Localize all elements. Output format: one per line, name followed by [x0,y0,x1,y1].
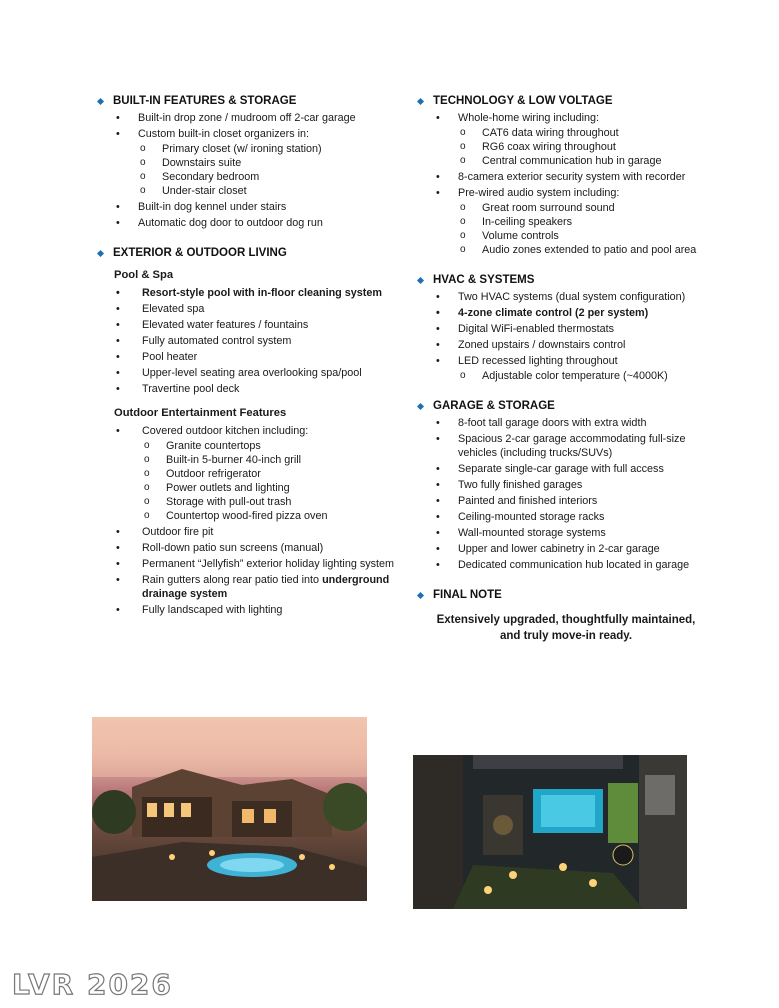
audio-sublist [458,201,716,257]
diamond-bullet-icon [97,97,104,104]
sublist-item: o Outdoor refrigerator [142,467,396,481]
tech-section [416,94,716,257]
closet-sublist [138,142,396,198]
hvac-heading [416,273,716,287]
list-item [416,111,716,168]
aerial-backyard-photo [413,755,687,909]
garage-list [416,416,716,572]
final-section [416,588,716,644]
tech-heading [416,94,716,108]
left-column [96,94,396,633]
final-heading [416,588,716,602]
pool-title: Pool & Spa [114,269,174,281]
list-item: • Automatic dog door to outdoor dog run [96,216,396,230]
house-exterior-illustration [92,717,367,901]
final-note-line: Extensively upgraded, thoughtfully maintained, [436,614,696,626]
sublist-item: o Great room surround sound [458,201,716,215]
builtin-list [96,111,396,230]
list-item: • Fully landscaped with lighting [96,603,396,617]
exterior-title: EXTERIOR & OUTDOOR LIVING [113,247,287,259]
sublist-item: o CAT6 data wiring throughout [458,126,716,140]
list-item: • Elevated water features / fountains [96,318,396,332]
exterior-heading [96,246,396,260]
right-column [416,94,716,660]
final-title: FINAL NOTE [433,589,502,601]
diamond-bullet-icon [417,97,424,104]
list-item-text: Covered outdoor kitchen including: [142,425,309,437]
list-item: • Digital WiFi-enabled thermostats [416,322,716,336]
final-note-text [416,612,716,644]
sublist-item: o RG6 coax wiring throughout [458,140,716,154]
list-item: • Fully automated control system [96,334,396,348]
list-item [416,354,716,383]
builtin-section [96,94,396,230]
list-item [416,186,716,257]
builtin-heading [96,94,396,108]
sublist-item: o Granite countertops [142,439,396,453]
list-item: • Ceiling-mounted storage racks [416,510,716,524]
sublist-item: o Power outlets and lighting [142,481,396,495]
list-item: • Painted and finished interiors [416,494,716,508]
sublist-item: o Under-stair closet [138,184,396,198]
sublist-item: o Primary closet (w/ ironing station) [138,142,396,156]
list-item-text: LED recessed lighting throughout [458,355,618,367]
hvac-section [416,273,716,383]
hvac-list [416,290,716,383]
list-item: • Built-in drop zone / mudroom off 2-car garage [96,111,396,125]
list-item: • Spacious 2-car garage accommodating full-size vehicles (including trucks/SUVs) [416,432,716,460]
pool-subsection [96,268,396,396]
sublist-item: o Volume controls [458,229,716,243]
outdoor-list [96,424,396,617]
hvac-title: HVAC & SYSTEMS [433,274,535,286]
list-item: • Roll-down patio sun screens (manual) [96,541,396,555]
outdoor-title: Outdoor Entertainment Features [114,407,287,419]
sublist-item: o Storage with pull-out trash [142,495,396,509]
kitchen-sublist [142,439,396,523]
list-item: • Upper-level seating area overlooking spa/pool [96,366,396,380]
list-item: • Pool heater [96,350,396,364]
diamond-bullet-icon [417,402,424,409]
sublist-item: o Audio zones extended to patio and pool area [458,243,716,257]
builtin-title: BUILT-IN FEATURES & STORAGE [113,95,297,107]
list-item: • Upper and lower cabinetry in 2-car garage [416,542,716,556]
list-item: • Outdoor fire pit [96,525,396,539]
watermark-text: LVR 2026 [12,968,173,1001]
list-item-text: Pre-wired audio system including: [458,187,620,199]
garage-section [416,399,716,572]
list-item: • Wall-mounted storage systems [416,526,716,540]
list-item: • Travertine pool deck [96,382,396,396]
list-item: • Resort-style pool with in-floor cleaning system [96,286,396,300]
sublist-item: o Adjustable color temperature (~4000K) [458,369,716,383]
pool-list [96,286,396,396]
list-item: • 4-zone climate control (2 per system) [416,306,716,320]
list-item-text: Whole-home wiring including: [458,112,600,124]
list-item: • Permanent “Jellyfish” exterior holiday lighting system [96,557,396,571]
garage-title: GARAGE & STORAGE [433,400,555,412]
list-item: • 8-foot tall garage doors with extra width [416,416,716,430]
list-item: • Separate single-car garage with full access [416,462,716,476]
list-item: • Two fully finished garages [416,478,716,492]
sublist-item: o Built-in 5-burner 40-inch grill [142,453,396,467]
list-item: • Dedicated communication hub located in garage [416,558,716,572]
led-sublist [458,369,716,383]
final-note-line: and truly move-in ready. [499,630,633,642]
exterior-section [96,246,396,617]
aerial-backyard-illustration [413,755,687,909]
list-item: • Elevated spa [96,302,396,316]
list-item: • 8-camera exterior security system with recorder [416,170,716,184]
list-item: • Zoned upstairs / downstairs control [416,338,716,352]
list-item: • Built-in dog kennel under stairs [96,200,396,214]
outdoor-subsection [96,406,396,617]
tech-title: TECHNOLOGY & LOW VOLTAGE [433,95,613,107]
sublist-item: o Central communication hub in garage [458,154,716,168]
sublist-item: o Countertop wood-fired pizza oven [142,509,396,523]
list-item: • Two HVAC systems (dual system configuration) [416,290,716,304]
list-item [96,424,396,523]
list-item [96,127,396,198]
house-exterior-photo [92,717,367,901]
diamond-bullet-icon [417,591,424,598]
sublist-item: o In-ceiling speakers [458,215,716,229]
diamond-bullet-icon [417,276,424,283]
tech-list [416,111,716,257]
list-item-text: Rain gutters along rear patio tied into [142,574,323,586]
list-item-bold-text: underground drainage system [142,574,390,600]
garage-heading [416,399,716,413]
sublist-item: o Downstairs suite [138,156,396,170]
sublist-item: o Secondary bedroom [138,170,396,184]
wiring-sublist [458,126,716,168]
list-item [96,573,396,601]
list-item-text: Custom built-in closet organizers in: [138,128,310,140]
diamond-bullet-icon [97,249,104,256]
